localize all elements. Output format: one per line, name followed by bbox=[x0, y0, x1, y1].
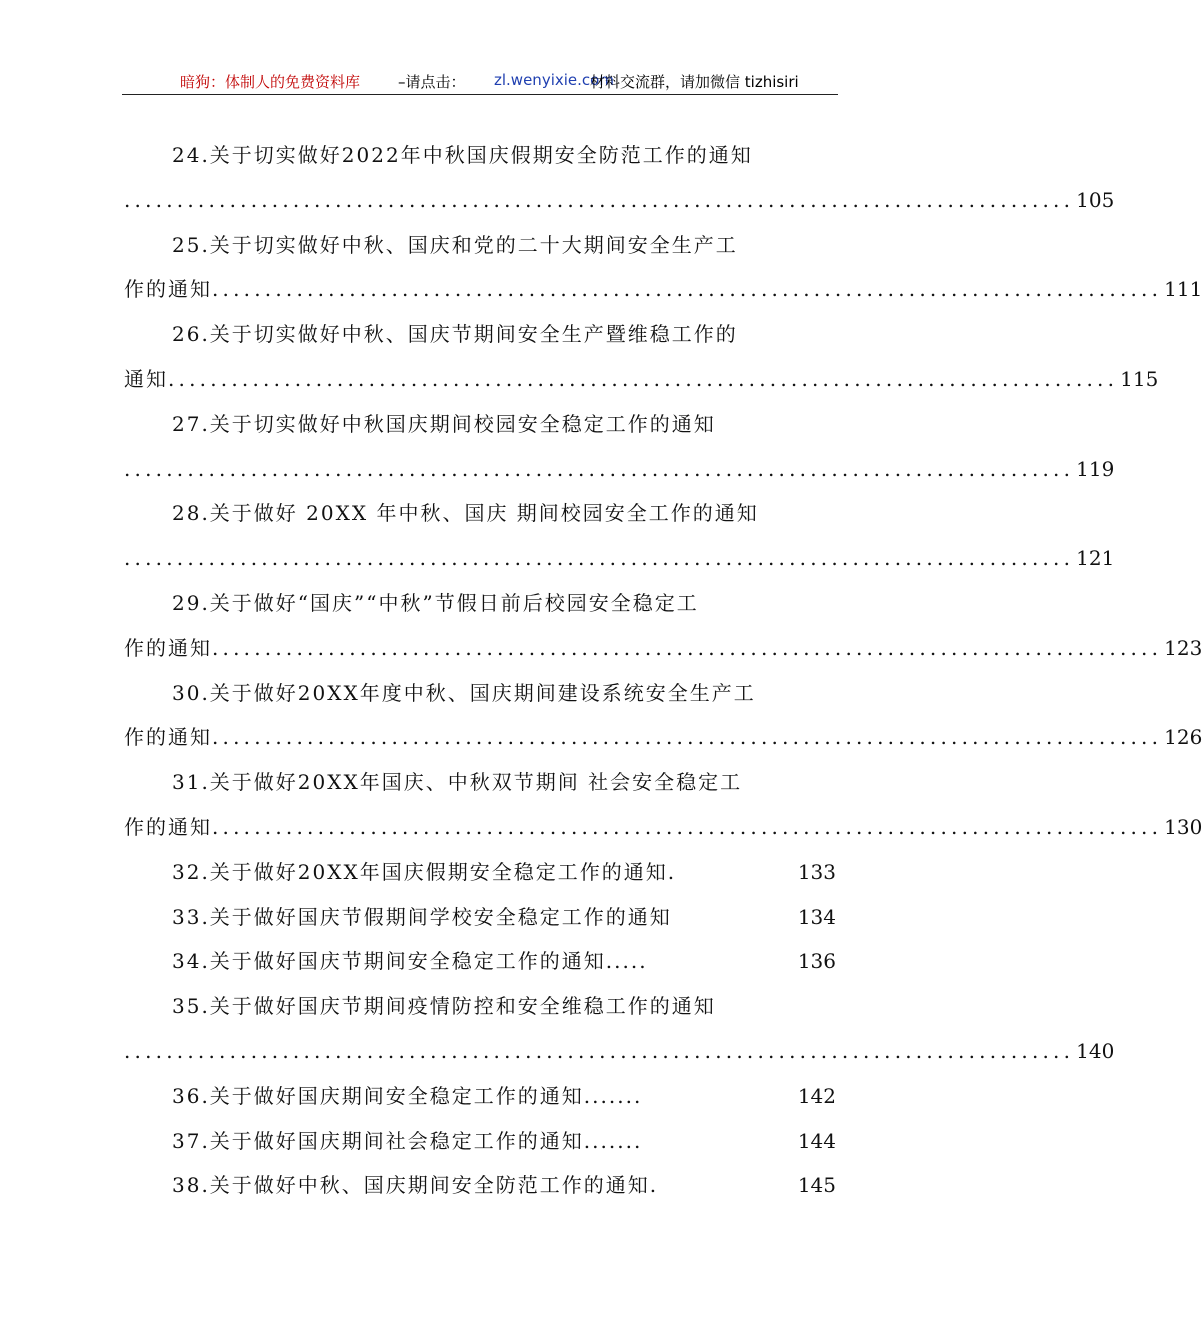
toc-entry[interactable] bbox=[172, 946, 836, 976]
toc-dot-leader: .......................................................................................... bbox=[212, 277, 1163, 302]
toc-entry-title: 36.关于做好国庆期间安全稳定工作的通知....... bbox=[172, 1083, 643, 1108]
toc-entry-title: 34.关于做好国庆节期间安全稳定工作的通知..... bbox=[172, 949, 648, 974]
toc-entry[interactable] bbox=[172, 767, 836, 797]
toc-entry-continuation[interactable] bbox=[124, 364, 1159, 394]
toc-entry-title: 30.关于做好20XX年度中秋、国庆期间建设系统安全生产工 bbox=[172, 680, 756, 705]
toc-entry-title: 31.关于做好20XX年国庆、中秋双节期间 社会安全稳定工 bbox=[172, 770, 743, 795]
toc-entry-continuation[interactable] bbox=[124, 633, 1202, 663]
toc-entry[interactable] bbox=[172, 1170, 836, 1200]
toc-entry-title: 37.关于做好国庆期间社会稳定工作的通知....... bbox=[172, 1128, 643, 1153]
header-site-name: 暗狗：体制人的免费资料库 bbox=[180, 73, 361, 91]
toc-dot-leader: .......................................................................................... bbox=[124, 546, 1075, 571]
toc-entry-title-cont: 作的通知 bbox=[124, 635, 212, 660]
page-header bbox=[122, 66, 838, 95]
toc-entry-continuation[interactable] bbox=[124, 812, 1202, 842]
toc-entry-title: 28.关于做好 20XX 年中秋、国庆 期间校园安全工作的通知 bbox=[172, 501, 759, 526]
toc-entry-title-cont: 作的通知 bbox=[124, 725, 212, 750]
header-click-prompt: –请点击： bbox=[398, 73, 466, 91]
toc-page-number: 126 bbox=[1164, 725, 1202, 750]
toc-entry[interactable] bbox=[172, 498, 836, 528]
toc-page-number: 121 bbox=[1076, 546, 1115, 571]
toc-entry-title: 38.关于做好中秋、国庆期间安全防范工作的通知. bbox=[172, 1173, 659, 1198]
toc-page-number: 134 bbox=[797, 904, 836, 929]
toc-dot-leader: .......................................................................................... bbox=[212, 815, 1163, 839]
toc-entry-continuation[interactable] bbox=[124, 454, 1115, 484]
toc-page-number: 140 bbox=[1076, 1039, 1115, 1063]
toc-page-number: 145 bbox=[797, 1173, 836, 1198]
toc-entry-title: 32.关于做好20XX年国庆假期安全稳定工作的通知. bbox=[172, 859, 677, 884]
toc-entry-title-cont: 作的通知 bbox=[124, 815, 212, 839]
toc-entry-title: 35.关于做好国庆节期间疫情防控和安全维稳工作的通知 bbox=[172, 994, 716, 1019]
toc-page-number: 136 bbox=[797, 949, 836, 974]
toc-entry-title-cont: 作的通知 bbox=[124, 277, 212, 302]
toc-page-number: 111 bbox=[1164, 277, 1202, 302]
toc-entry[interactable] bbox=[172, 902, 836, 932]
header-wechat-note: 材料交流群，请加微信 tizhisiri bbox=[590, 73, 799, 91]
toc-dot-leader: .......................................................................................... bbox=[168, 367, 1119, 391]
toc-page-number: 142 bbox=[797, 1083, 836, 1108]
toc-entry-continuation[interactable] bbox=[124, 543, 1115, 573]
toc-dot-leader: .......................................................................................... bbox=[124, 456, 1075, 481]
toc-entry[interactable] bbox=[172, 140, 836, 170]
toc-entry[interactable] bbox=[172, 409, 836, 439]
toc-entry[interactable] bbox=[172, 230, 836, 260]
toc-entry-title: 24.关于切实做好2022年中秋国庆假期安全防范工作的通知 bbox=[172, 143, 753, 167]
toc-entry-continuation[interactable] bbox=[124, 1036, 1115, 1066]
toc-dot-leader: .......................................................................................... bbox=[124, 187, 1075, 212]
toc-entry-continuation[interactable] bbox=[124, 185, 1115, 215]
toc-page-number: 133 bbox=[797, 859, 836, 884]
header-link[interactable]: zl.wenyixie.com bbox=[494, 71, 614, 89]
toc-entry[interactable] bbox=[172, 319, 836, 349]
toc-dot-leader: .......................................................................................... bbox=[124, 1039, 1075, 1063]
toc-entry[interactable] bbox=[172, 857, 836, 887]
toc-entry-title: 27.关于切实做好中秋国庆期间校园安全稳定工作的通知 bbox=[172, 411, 716, 436]
toc-page-number: 105 bbox=[1076, 187, 1115, 212]
toc-entry-title: 33.关于做好国庆节假期间学校安全稳定工作的通知 bbox=[172, 904, 672, 929]
toc-entry-title: 25.关于切实做好中秋、国庆和党的二十大期间安全生产工 bbox=[172, 232, 738, 257]
toc-page-number: 144 bbox=[797, 1128, 836, 1153]
toc-entry-continuation[interactable] bbox=[124, 722, 1202, 752]
toc-entry-title-cont: 通知 bbox=[124, 367, 168, 391]
toc-page-number: 130 bbox=[1164, 815, 1202, 839]
toc-entry-continuation[interactable] bbox=[124, 274, 1202, 304]
toc-entry[interactable] bbox=[172, 588, 836, 618]
toc-page-number: 115 bbox=[1120, 367, 1159, 391]
toc-entry[interactable] bbox=[172, 1081, 836, 1111]
toc-page-number: 123 bbox=[1164, 635, 1202, 660]
toc-entry-title: 26.关于切实做好中秋、国庆节期间安全生产暨维稳工作的 bbox=[172, 322, 738, 347]
toc-dot-leader: .......................................................................................... bbox=[212, 635, 1163, 660]
toc-entry-title: 29.关于做好“国庆”“中秋”节假日前后校园安全稳定工 bbox=[172, 591, 699, 615]
toc-entry[interactable] bbox=[172, 678, 836, 708]
toc-page-number: 119 bbox=[1076, 456, 1115, 481]
toc-entry[interactable] bbox=[172, 991, 836, 1021]
toc-dot-leader: .......................................................................................... bbox=[212, 725, 1163, 750]
toc-entry[interactable] bbox=[172, 1126, 836, 1156]
